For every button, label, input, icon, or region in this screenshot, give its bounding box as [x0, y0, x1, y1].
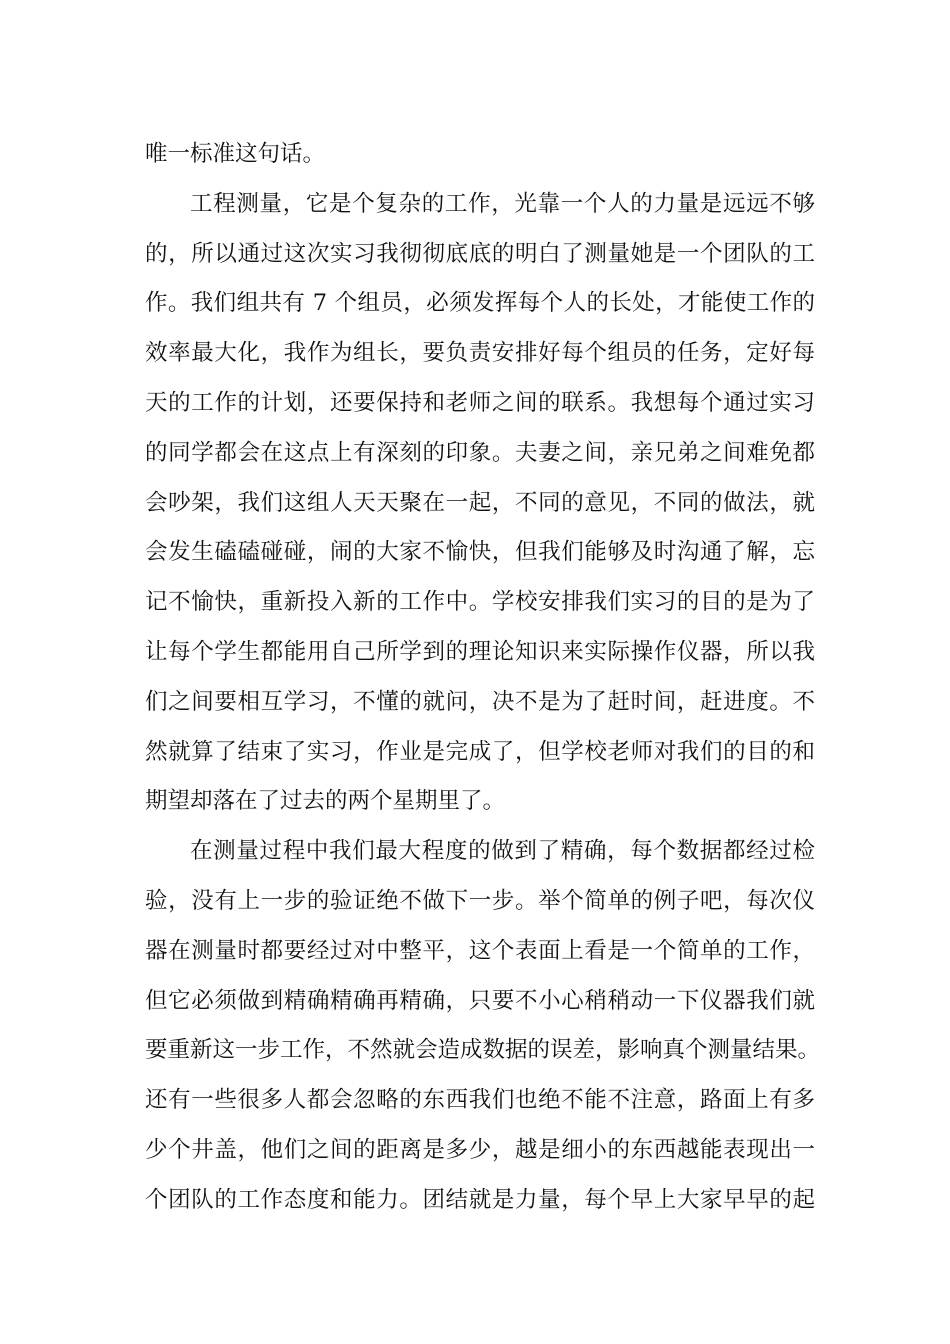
- text-line: 作。我们组共有 7 个组员，必须发挥每个人的长处，才能使工作的: [145, 290, 815, 317]
- text-line: 会发生磕磕碰碰，闹的大家不愉快，但我们能够及时沟通了解，忘: [145, 539, 815, 566]
- text-line: 但它必须做到精确精确再精确，只要不小心稍稍动一下仪器我们就: [145, 987, 815, 1014]
- paragraph-start-line: 工程测量，它是个复杂的工作，光靠一个人的力量是远远不够: [190, 190, 815, 217]
- text-line: 个团队的工作态度和能力。团结就是力量，每个早上大家早早的起: [145, 1186, 815, 1213]
- text-line: 少个井盖，他们之间的距离是多少，越是细小的东西越能表现出一: [145, 1136, 815, 1163]
- paragraph-start-line: 在测量过程中我们最大程度的做到了精确，每个数据都经过检: [190, 838, 815, 865]
- text-line: 让每个学生都能用自己所学到的理论知识来实际操作仪器，所以我: [145, 638, 815, 665]
- text-line: 然就算了结束了实习，作业是完成了，但学校老师对我们的目的和: [145, 738, 815, 765]
- text-line: 天的工作的计划，还要保持和老师之间的联系。我想每个通过实习: [145, 389, 815, 416]
- text-line: 期望却落在了过去的两个星期里了。: [145, 788, 506, 815]
- text-line: 器在测量时都要经过对中整平，这个表面上看是一个简单的工作，: [145, 937, 815, 964]
- text-line: 记不愉快，重新投入新的工作中。学校安排我们实习的目的是为了: [145, 589, 815, 616]
- text-line: 效率最大化，我作为组长，要负责安排好每个组员的任务，定好每: [145, 340, 815, 367]
- body-text: [145, 130, 821, 1226]
- text-line: 要重新这一步工作，不然就会造成数据的误差，影响真个测量结果。: [145, 1037, 821, 1064]
- text-line: 们之间要相互学习，不懂的就问，决不是为了赶时间，赶进度。不: [145, 688, 815, 715]
- text-line: 会吵架，我们这组人天天聚在一起，不同的意见，不同的做法，就: [145, 489, 815, 516]
- text-line: 的同学都会在这点上有深刻的印象。夫妻之间，亲兄弟之间难免都: [145, 439, 815, 466]
- text-line: 验，没有上一步的验证绝不做下一步。举个简单的例子吧，每次仪: [145, 887, 815, 914]
- text-line: 唯一标准这句话。: [145, 141, 326, 167]
- text-line: 还有一些很多人都会忽略的东西我们也绝不能不注意，路面上有多: [145, 1087, 815, 1114]
- text-line: 的，所以通过这次实习我彻彻底底的明白了测量她是一个团队的工: [145, 240, 815, 267]
